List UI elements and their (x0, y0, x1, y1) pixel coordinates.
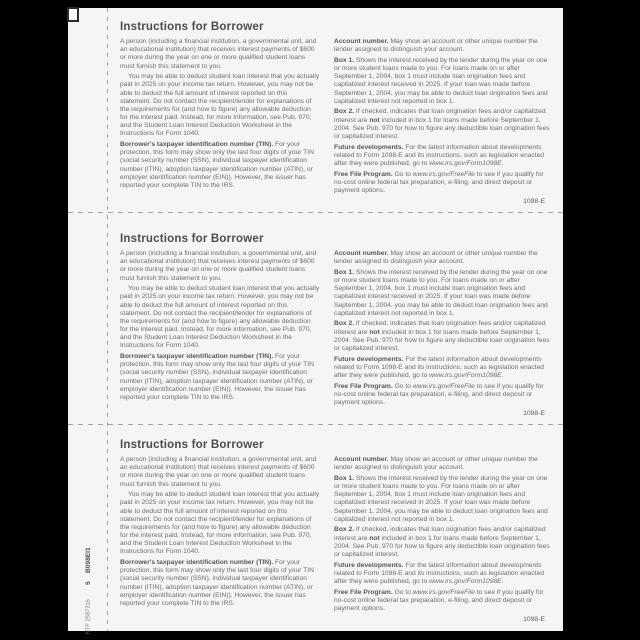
form-code-label: 1098-E (523, 198, 545, 206)
vertical-print-codes (85, 524, 92, 634)
instructions-panel (68, 8, 563, 213)
instruction-panels (68, 8, 563, 631)
left-column (120, 250, 320, 417)
panel-title: Instructions for Borrower (120, 21, 264, 33)
paragraph: Account number. May show an account or other unique number the lender assigned to distinguish your account. (334, 38, 538, 54)
right-column (334, 456, 551, 623)
paragraph: Borrower's taxpayer identification number (TIN). For your protection, this form may show only the last four digits of your TIN (social security number (SSN), individual taxpayer identification number (ITIN), adoption taxpayer identification number (ATIN), or employer identification number (EIN)). However, the issuer has reported your complete TIN to the IRS. (120, 353, 314, 401)
two-column-body (120, 250, 551, 417)
panel-title: Instructions for Borrower (120, 439, 264, 451)
paragraph: Box 2. If checked, indicates that loan origination fees and/or capitalized interest are not included in box 1 for loans made before September 1, 2004. See Pub. 970 for how to figure any deductible loan origination fees or capitalized interest. (334, 526, 550, 558)
corner-registration-mark (67, 7, 79, 22)
paragraph: A person (including a financial institution, a governmental unit, and an educational institution) that receives interest payments of $600 or more during the year on one or more qualified student loans must furnish this statement to you. (120, 250, 317, 282)
paragraph: You may be able to deduct student loan interest that you actually paid in 2025 on your income tax return. However, you may not be able to deduct the full amount of interest reported on this statement. Do not contact the recipient/lender for explanations of the requirements for (and how to figure) any allowable deduction for the interest paid. Instead, for more information, see Pub. 970, and the Student Loan Interest Deduction Worksheet in the Instructions for Form 1040. (120, 73, 320, 138)
two-column-body (120, 38, 551, 205)
instructions-panel (68, 425, 563, 631)
paragraph: Account number. May show an account or other unique number the lender assigned to distinguish your account. (334, 456, 538, 472)
paragraph: Free File Program. Go to www.irs.gov/FreeFile to see if you qualify for no-cost online federal tax preparation, e-filing, and direct deposit or payment options. (334, 170, 544, 194)
paragraph: Future developments. For the latest information about developments related to Form 1098-E and its instructions, such as legislation enacted after they were published, go to www.irs.gov/Form1098E. (334, 561, 545, 585)
paragraph: Borrower's taxpayer identification number (TIN). For your protection, this form may show only the last four digits of your TIN (social security number (SSN), individual taxpayer identification number (ITIN), adoption taxpayer identification number (ATIN), or employer identification number (EIN)). However, the issuer has reported your complete TIN to the IRS. (120, 559, 314, 607)
paragraph: Box 2. If checked, indicates that loan origination fees and/or capitalized interest are not included in box 1 for loans made before September 1, 2004. See Pub. 970 for how to figure any deductible loan origination fees or capitalized interest. (334, 108, 550, 140)
paragraph: Borrower's taxpayer identification number (TIN). For your protection, this form may show only the last four digits of your TIN (social security number (SSN), individual taxpayer identification number (ITIN), adoption taxpayer identification number (ATIN), or employer identification number (EIN)). However, the issuer has reported your complete TIN to the IRS. (120, 141, 314, 189)
paragraph: You may be able to deduct student loan interest that you actually paid in 2025 on your income tax return. However, you may not be able to deduct the full amount of interest reported on this statement. Do not contact the recipient/lender for explanations of the requirements for (and how to figure) any allowable deduction for the interest paid. Instead, for more information, see Pub. 970, and the Student Loan Interest Deduction Worksheet in the Instructions for Form 1040. (120, 491, 320, 556)
form-code-label: 1098-E (523, 410, 545, 418)
paragraph: Future developments. For the latest information about developments related to Form 1098-E and its instructions, such as legislation enacted after they were published, go to www.irs.gov/Form1098E. (334, 143, 545, 167)
two-column-body (120, 456, 551, 623)
left-column (120, 456, 320, 623)
instructions-panel (68, 213, 563, 425)
form-code-label: 1098-E (523, 616, 545, 624)
panel-title: Instructions for Borrower (120, 233, 264, 245)
paragraph: A person (including a financial institution, a governmental unit, and an educational institution) that receives interest payments of $600 or more during the year on one or more qualified student loans must furnish this statement to you. (120, 38, 317, 70)
paragraph: Box 1. Shows the interest received by the lender during the year on one or more student loans made to you. For loans made on or after September 1, 2004, box 1 must include loan origination fees and capitalized interest received in 2025. If your loan was made before September 1, 2004, you may be able to deduct loan origination fees and capitalized interest not reported in box 1. (334, 474, 548, 523)
paragraph: Box 2. If checked, indicates that loan origination fees and/or capitalized interest are not included in box 1 for loans made before September 1, 2004. See Pub. 970 for how to figure any deductible loan origination fees or capitalized interest. (334, 320, 550, 352)
paragraph: You may be able to deduct student loan interest that you actually paid in 2025 on your income tax return. However, you may not be able to deduct the full amount of interest reported on this statement. Do not contact the recipient/lender for explanations of the requirements for (and how to figure) any allowable deduction for the interest paid. Instead, for more information, see Pub. 970, and the Student Loan Interest Deduction Worksheet in the Instructions for Form 1040. (120, 285, 320, 350)
paragraph: Free File Program. Go to www.irs.gov/FreeFile to see if you qualify for no-cost online federal tax preparation, e-filing, and direct deposit or payment options. (334, 382, 544, 406)
paragraph: Account number. May show an account or other unique number the lender assigned to distinguish your account. (334, 250, 538, 266)
part-number-label: B098EI1 (85, 547, 92, 574)
paragraph: A person (including a financial institution, a governmental unit, and an educational institution) that receives interest payments of $600 or more during the year on one or more qualified student loans must furnish this statement to you. (120, 456, 317, 488)
form-sheet (68, 8, 563, 634)
paragraph: Future developments. For the latest information about developments related to Form 1098-E and its instructions, such as legislation enacted after they were published, go to www.irs.gov/Form1098E. (334, 355, 545, 379)
right-column (334, 250, 551, 417)
left-column (120, 38, 320, 205)
copy-number-label: 5 (85, 581, 92, 585)
ntf-number-label: NTF 2587216 (85, 598, 92, 634)
paragraph: Box 1. Shows the interest received by the lender during the year on one or more student loans made to you. For loans made on or after September 1, 2004, box 1 must include loan origination fees and capitalized interest received in 2025. If your loan was made before September 1, 2004, you may be able to deduct loan origination fees and capitalized interest not reported in box 1. (334, 56, 548, 105)
right-column (334, 38, 551, 205)
paragraph: Free File Program. Go to www.irs.gov/FreeFile to see if you qualify for no-cost online federal tax preparation, e-filing, and direct deposit or payment options. (334, 588, 544, 612)
paragraph: Box 1. Shows the interest received by the lender during the year on one or more student loans made to you. For loans made on or after September 1, 2004, box 1 must include loan origination fees and capitalized interest received in 2025. If your loan was made before September 1, 2004, you may be able to deduct loan origination fees and capitalized interest not reported in box 1. (334, 268, 548, 317)
